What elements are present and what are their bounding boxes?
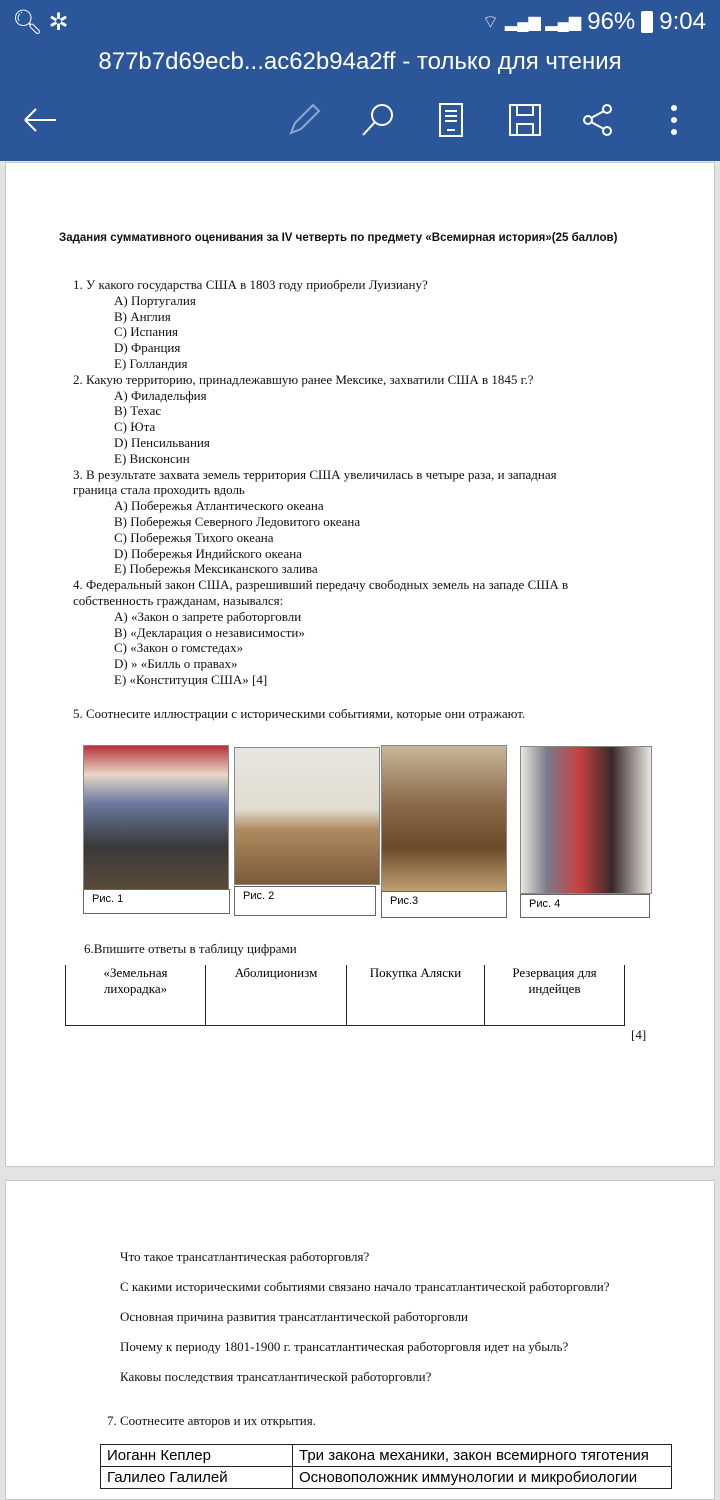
answer-option: D) Пенсильвания (114, 435, 210, 450)
wifi-icon: ⌔ (481, 11, 499, 32)
question-item: С какими историческими событиями связано начало трансатлантической работорговли? (120, 1279, 610, 1294)
figure-3-image (381, 745, 507, 892)
answer-option: E) Голландия (114, 356, 188, 371)
search-icon (360, 102, 396, 138)
share-icon (581, 103, 615, 137)
answer-option: A) «Закон о запрете работорговли (114, 608, 302, 624)
table-header-cell: Покупка Аляски (347, 965, 485, 1001)
document-page-2 (5, 1180, 715, 1500)
author-cell: Галилео Галилей (101, 1467, 293, 1489)
discovery-cell: Основоположник иммунологии и микробиологии (293, 1467, 672, 1489)
app-header (0, 0, 720, 161)
avast-icon: ✲ (48, 8, 69, 36)
figure-1-image (83, 745, 229, 890)
save-icon (508, 103, 542, 137)
question-text: 2. Какую территорию, принадлежавшую ранее Мексике, захватили США в 1845 г.? (73, 371, 534, 387)
document-title: 877b7d69ecb...ac62b94a2ff - только для чтения (98, 48, 622, 75)
question-item: Основная причина развития трансатлантической работорговли (120, 1309, 469, 1324)
answer-option: B) Техас (114, 403, 162, 419)
question-text: 1. У какого государства США в 1803 году приобрели Луизиану? (73, 277, 428, 292)
points-label: [4] (631, 1027, 647, 1042)
signal-icon: ▂▄▆ ▂▄▆ (504, 14, 582, 31)
battery-text: 96% (587, 8, 636, 35)
search-button[interactable] (358, 100, 398, 140)
question-text: 4. Федеральный закон США, разрешивший передачу свободных земель на западе США в (73, 577, 569, 593)
answer-option: E) «Конституция США» [4] (114, 672, 268, 687)
answer-option: C) Побережья Тихого океана (114, 529, 274, 545)
question-text: собственность гражданам, назывался: (73, 593, 284, 608)
table-header-cell: Резервация для индейцев (485, 965, 625, 1001)
answer-option: D) Побережья Индийского океана (114, 545, 302, 561)
document-page-1 (5, 162, 715, 1167)
matching-table-7 (100, 1444, 672, 1489)
answer-option: C) Юта (114, 419, 156, 435)
battery-icon (641, 11, 653, 33)
question-text: граница стала проходить вдоль (73, 482, 245, 498)
pencil-icon (287, 103, 321, 137)
status-right (482, 6, 706, 38)
answer-option: B) Англия (114, 308, 171, 324)
answer-option: E) Висконсин (114, 450, 190, 466)
question-item: Почему к периоду 1801-1900 г. трансатлантическая работорговля идет на убыль? (120, 1339, 569, 1354)
answer-option: D) Франция (114, 340, 181, 356)
question-item: Что такое трансатлантическая работорговля? (120, 1249, 370, 1264)
figure-2-caption: Рис. 2 (234, 886, 376, 916)
discovery-cell: Три закона механики, закон всемирного тяготения (293, 1445, 672, 1467)
answer-option: D) » «Билль о правах» (114, 656, 238, 672)
save-button[interactable] (505, 100, 545, 140)
question-7: 7. Соотнесите авторов и их открытия. (107, 1413, 316, 1428)
answer-option: A) Филадельфия (114, 387, 207, 403)
answer-option: C) «Закон о гомстедах» (114, 640, 244, 656)
question-text: 3. В результате захвата земель территория США увеличилась в четыре раза, и западная (73, 466, 557, 482)
document-heading: Задания суммативного оценивания за IV четверть по предмету «Всемирная история»(25 баллов) (59, 232, 618, 244)
table-header-cell: Аболиционизм (206, 965, 347, 1001)
edit-button[interactable] (284, 100, 324, 140)
status-left (12, 6, 69, 38)
search-status-icon: 🔍︎ (12, 8, 43, 36)
question-5: 5. Соотнесите иллюстрации с историческими событиями, которые они отражают. (73, 706, 526, 721)
table-header-cell: «Земельная лихорадка» (66, 965, 206, 1001)
figure-4-image (520, 746, 652, 894)
clock: 9:04 (659, 8, 706, 35)
answer-cell (66, 1001, 206, 1025)
answer-option: A) Португалия (114, 292, 196, 308)
figure-1-caption: Рис. 1 (83, 889, 230, 914)
answer-cell (206, 1001, 347, 1025)
more-options-button[interactable] (654, 100, 694, 140)
answer-cell (485, 1001, 625, 1025)
figure-4-caption: Рис. 4 (520, 894, 650, 918)
mobile-view-icon (438, 103, 464, 137)
answer-option: B) «Декларация о независимости» (114, 624, 305, 640)
answer-option: E) Побережья Мексиканского залива (114, 561, 318, 577)
back-button[interactable] (20, 100, 60, 140)
question-item: Каковы последствия трансатлантической работорговли? (120, 1369, 432, 1384)
author-cell: Иоганн Кеплер (101, 1445, 293, 1467)
figure-3-caption: Рис.3 (381, 891, 507, 918)
question-6: 6.Впишите ответы в таблицу цифрами (84, 941, 297, 956)
answer-table-6 (65, 965, 625, 1026)
answer-cell (347, 1001, 485, 1025)
more-vertical-icon (669, 103, 679, 137)
mobile-view-button[interactable] (431, 100, 471, 140)
figure-2-image (234, 747, 380, 885)
answer-option: C) Испания (114, 324, 179, 340)
answer-option: A) Побережья Атлантического океана (114, 498, 324, 514)
answer-option: B) Побережья Северного Ледовитого океана (114, 514, 361, 529)
share-button[interactable] (578, 100, 618, 140)
arrow-left-icon (23, 107, 57, 133)
